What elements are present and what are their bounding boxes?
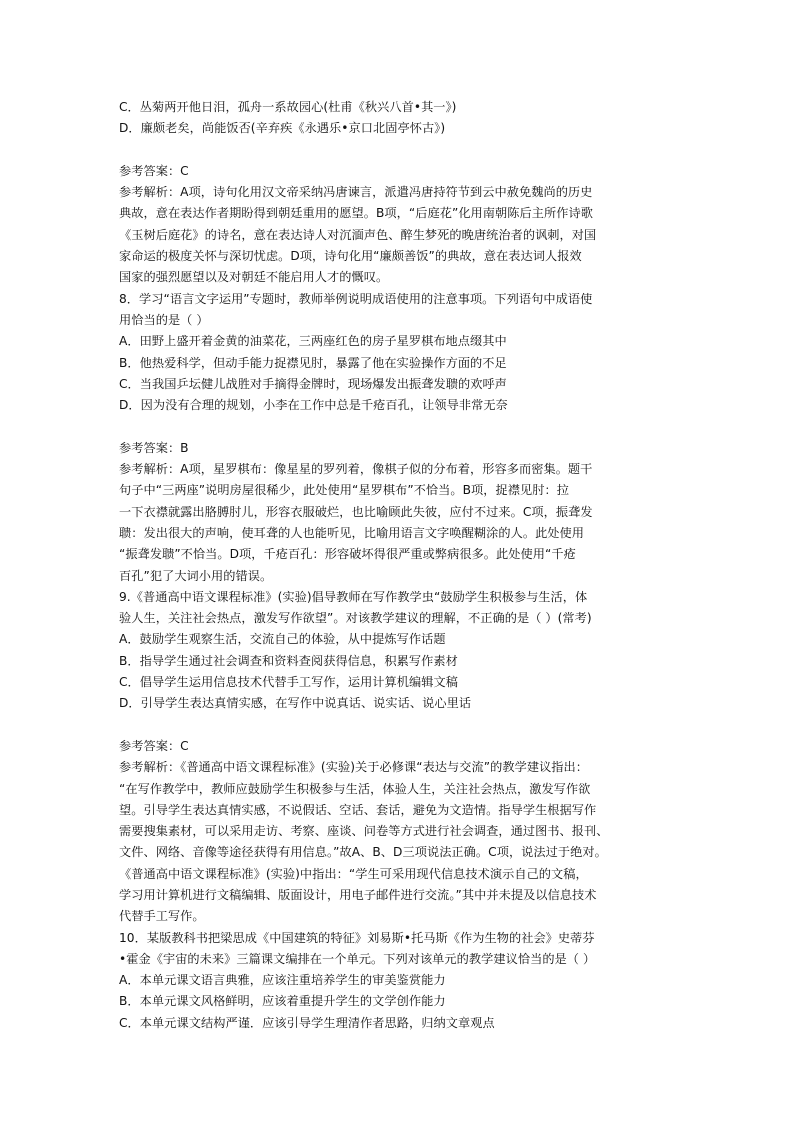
text-line: 《普通高中语文课程标准》(实验)中指出：“学生可采用现代信息技术演示自己的文稿， xyxy=(119,866,588,881)
text-line: A．本单元课文语言典雅，应该注重培养学生的审美鉴赏能力 xyxy=(119,973,446,988)
text-line: 8．学习“语言文字运用”专题时，教师举例说明成语使用的注意事项。下列语句中成语使 xyxy=(119,291,593,306)
text-line: C．当我国乒坛健儿战胜对手摘得金牌时，现场爆发出振聋发聩的欢呼声 xyxy=(119,376,507,391)
text-line: C．倡导学生运用信息技术代替手工写作，运用计算机编辑文稿 xyxy=(119,675,458,690)
document-body xyxy=(119,97,684,1034)
text-line: 参考解析：《普通高中语文课程标准》(实验)关于必修课“表达与交流”的教学建议指出： xyxy=(119,760,589,775)
text-line: 国家的强烈愿望以及对朝廷不能启用人才的慨叹。 xyxy=(119,270,389,285)
text-line: 学习用计算机进行文稿编辑、版面设计，用电子邮件进行交流。”其中并未提及以信息技术 xyxy=(119,887,597,902)
text-line: C．本单元课文结构严谨．应该引导学生理清作者思路，归纳文章观点 xyxy=(119,1015,495,1030)
text-line: 一下衣襟就露出胳膊肘儿，形容衣服破烂，也比喻顾此失彼，应付不过来。C项，振聋发 xyxy=(119,504,593,519)
text-line: A．田野上盛开着金黄的油菜花，三两座红色的房子星罗棋布地点缀其中 xyxy=(119,334,507,349)
text-line: D．廉颇老矣，尚能饭否(辛弃疾《永遇乐•京口北固亭怀古》) xyxy=(119,121,446,136)
text-line: 用恰当的是（ ） xyxy=(119,312,209,327)
text-line: B．本单元课文风格鲜明，应该着重提升学生的文学创作能力 xyxy=(119,994,446,1009)
text-line: 代替手工写作。 xyxy=(119,909,205,924)
text-line: D．引导学生表达真情实感，在写作中说真话、说实话、说心里话 xyxy=(119,696,472,711)
paragraph-gap xyxy=(119,416,684,437)
text-line: 文件、网络、音像等途径获得有用信息。”故A、B、D三项说法正确。C项，说法过于绝对。 xyxy=(119,845,607,860)
text-line: 9.《普通高中语文课程标准》(实验)倡导教师在写作教学虫“鼓励学生积极参与生活，体 xyxy=(119,589,588,604)
text-line: 10．某版教科书把梁思成《中国建筑的特征》刘易斯•托马斯《作为生物的社会》史蒂芬 xyxy=(119,930,595,945)
text-line: 典故，意在表达作者期盼得到朝廷重用的愿望。B项，“后庭花”化用南朝陈后主所作诗歌 xyxy=(119,206,593,221)
text-line: 参考答案：C xyxy=(119,163,189,178)
text-line: “在写作教学中，教师应鼓励学生积极参与生活，体验人生，关注社会热点，激发写作欲 xyxy=(119,781,591,796)
text-line: 《玉树后庭花》的诗名，意在表达诗人对沉湎声色、醉生梦死的晚唐统治者的讽刺，对国 xyxy=(119,227,597,242)
text-line: B．他热爱科学，但动手能力捉襟见肘，暴露了他在实验操作方面的不足 xyxy=(119,355,507,370)
text-line: 参考答案：B xyxy=(119,440,189,455)
text-line: 验人生，关注社会热点，激发写作欲望”。对该教学建议的理解，不正确的是（ ）(常考) xyxy=(119,611,592,626)
text-line: 需要搜集素材，可以采用走访、考察、座谈、问卷等方式进行社会调查，通过图书、报刊、 xyxy=(119,824,609,839)
text-line: 参考解析：A项，诗句化用汉文帝采纳冯唐谏言，派遣冯唐持符节到云中赦免魏尚的历史 xyxy=(119,185,593,200)
text-line: “振聋发聩”不恰当。D项，千疮百孔：形容破坏得很严重或弊病很多。此处使用“千疮 xyxy=(119,547,576,562)
text-line: 参考答案：C xyxy=(119,738,189,753)
text-line: 参考解析：A项，星罗棋布：像星星的罗列着，像棋子似的分布着，形容多而密集。题干 xyxy=(119,462,593,477)
text-line: 聩：发出很大的声响，使耳聋的人也能听见，比喻用语言文字唤醒糊涂的人。此处使用 xyxy=(119,525,585,540)
text-line: 句子中“三两座”说明房屋很稀少，此处使用“星罗棋布”不恰当。B项，捉襟见肘：拉 xyxy=(119,483,569,498)
text-line: 望。引导学生表达真情实感，不说假话、空话、套话，避免为文造情。指导学生根据写作 xyxy=(119,802,597,817)
text-line: B．指导学生通过社会调查和资料查阅获得信息，积累写作素材 xyxy=(119,653,458,668)
text-line: 百孔”犯了大词小用的错误。 xyxy=(119,568,273,583)
text-line: A．鼓励学生观察生活，交流自己的体验，从中提炼写作话题 xyxy=(119,632,446,647)
text-line: C．丛菊两开他日泪，孤舟一系故园心(杜甫《秋兴八首•其一》) xyxy=(119,100,457,114)
paragraph-gap xyxy=(119,140,684,161)
text-line: •霍金《宇宙的未来》三篇课文编排在一个单元。下列对该单元的教学建议恰当的是（ ） xyxy=(119,951,596,966)
text-line: D．因为没有合理的规划，小李在工作中总是千疮百孔，让领导非常无奈 xyxy=(119,398,508,413)
text-line: 家命运的极度关怀与深切忧虑。D项，诗句化用“廉颇善饭”的典故，意在表达词人报效 xyxy=(119,249,582,264)
paragraph-gap xyxy=(119,715,684,736)
